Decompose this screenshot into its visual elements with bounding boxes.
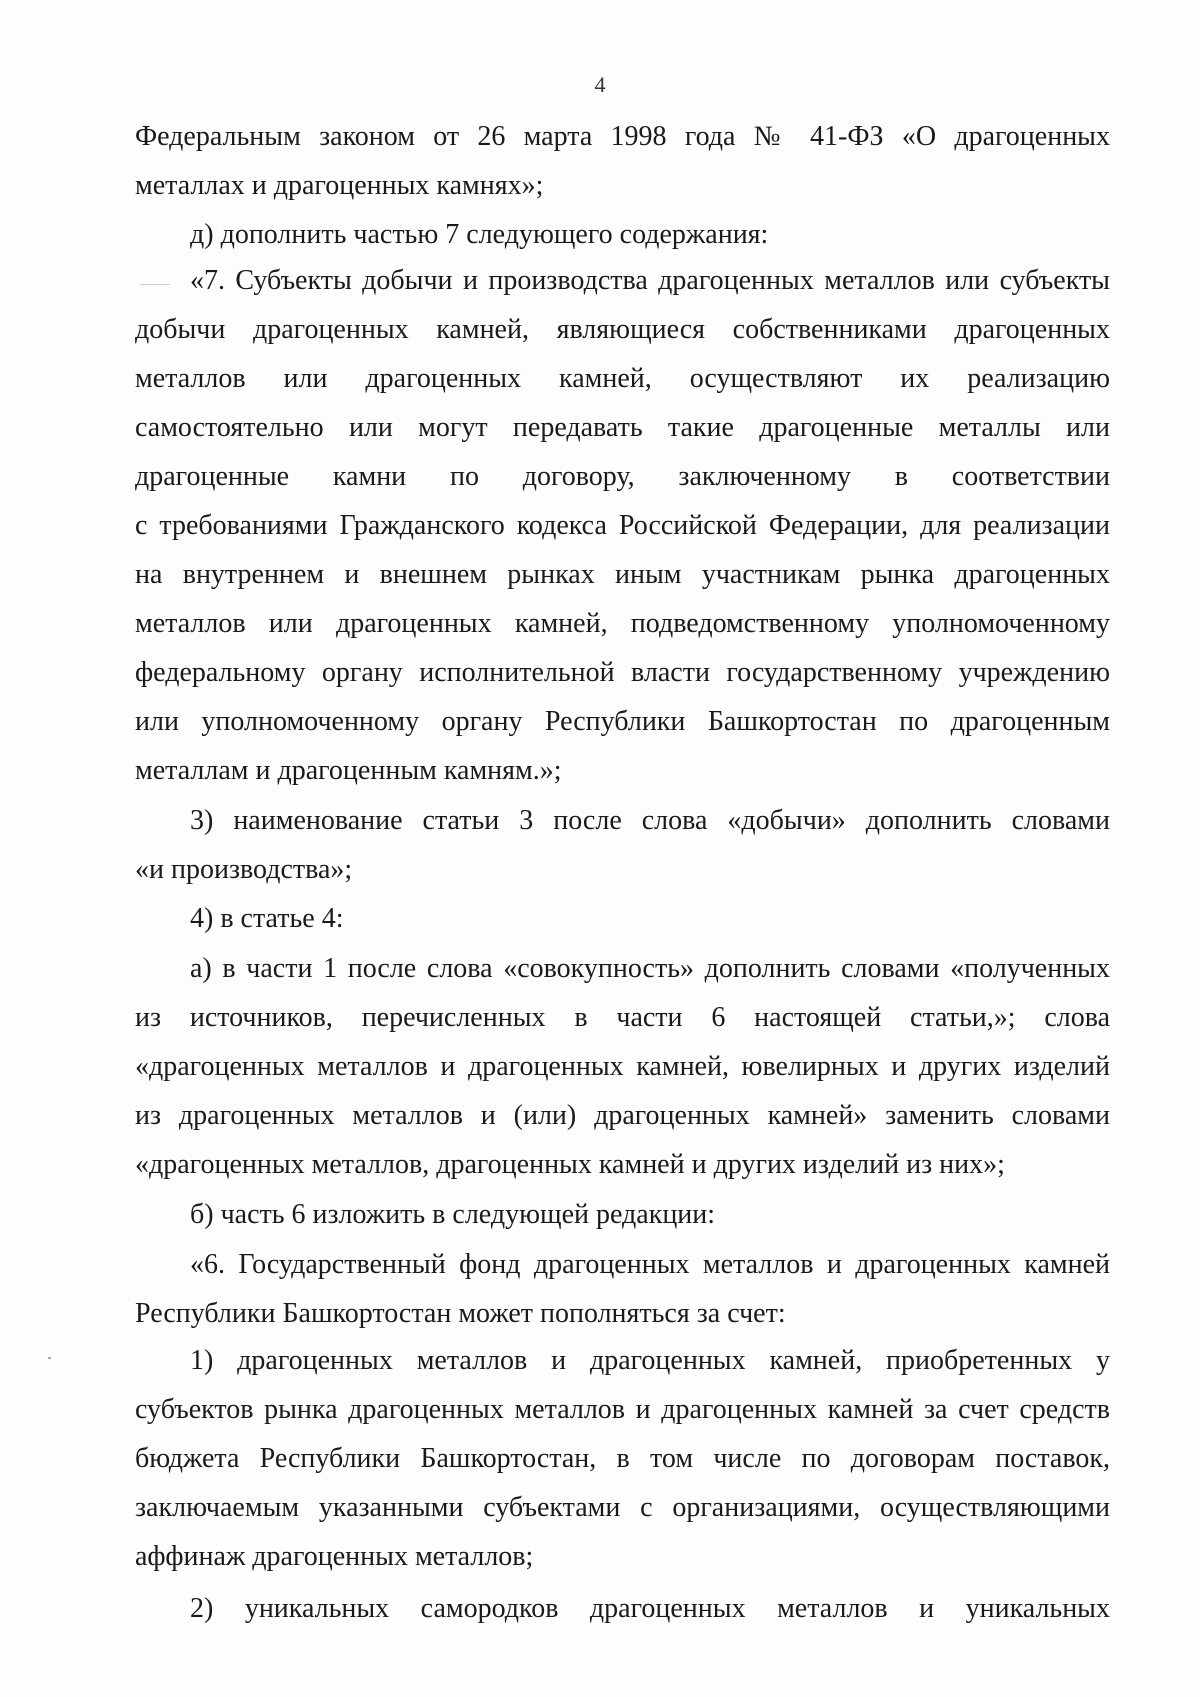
paragraph-5 xyxy=(135,894,1110,943)
text-line: «и производства»; xyxy=(135,854,353,885)
text-line: Федеральным законом от 26 марта 1998 года № 41-ФЗ «О драгоценных xyxy=(135,121,1110,152)
text-line: из драгоценных металлов и (или) драгоценных камней» заменить словами xyxy=(135,1100,1110,1131)
page-number: 4 xyxy=(594,72,606,97)
paragraph-1 xyxy=(135,112,1110,210)
paragraph-7 xyxy=(135,1190,1110,1239)
paragraph-8 xyxy=(135,1240,1110,1338)
text-line: или уполномоченному органу Республики Башкортостан по драгоценным xyxy=(135,706,1110,737)
text-line: д) дополнить частью 7 следующего содержания: xyxy=(190,219,769,250)
text-line: «7. Субъекты добычи и производства драгоценных металлов или субъекты xyxy=(190,265,1110,296)
text-line: а) в части 1 после слова «совокупность» дополнить словами «полученных xyxy=(190,953,1110,984)
text-line: драгоценные камни по договору, заключенному в соответствии xyxy=(135,461,1110,492)
text-line: самостоятельно или могут передавать такие драгоценные металлы или xyxy=(135,412,1110,443)
text-line: металлам и драгоценным камням.»; xyxy=(135,755,562,786)
text-line: на внутреннем и внешнем рынках иным участникам рынка драгоценных xyxy=(135,559,1110,590)
paragraph-4 xyxy=(135,796,1110,894)
text-line: 2) уникальных самородков драгоценных металлов и уникальных xyxy=(190,1593,1110,1624)
scan-speck xyxy=(140,284,170,285)
text-line: «6. Государственный фонд драгоценных металлов и драгоценных камней xyxy=(190,1249,1110,1280)
paragraph-6 xyxy=(135,944,1110,1189)
text-line: заключаемым указанными субъектами с организациями, осуществляющими xyxy=(135,1492,1110,1523)
text-line: Республики Башкортостан может пополняться за счет: xyxy=(135,1298,786,1329)
text-line: федеральному органу исполнительной власти государственному учреждению xyxy=(135,657,1110,688)
paragraph-2 xyxy=(135,210,1110,259)
text-line: металлов или драгоценных камней, подведомственному уполномоченному xyxy=(135,608,1110,639)
text-line: аффинаж драгоценных металлов; xyxy=(135,1541,534,1572)
text-line: 4) в статье 4: xyxy=(190,903,344,934)
text-line: с требованиями Гражданского кодекса Российской Федерации, для реализации xyxy=(135,510,1110,541)
text-line: добычи драгоценных камней, являющиеся собственниками драгоценных xyxy=(135,314,1110,345)
text-line: «драгоценных металлов и драгоценных камней, ювелирных и других изделий xyxy=(135,1051,1110,1082)
text-line: «драгоценных металлов, драгоценных камней и других изделий из них»; xyxy=(135,1149,1005,1180)
text-line: 1) драгоценных металлов и драгоценных камней, приобретенных у xyxy=(190,1345,1110,1376)
paragraph-9 xyxy=(135,1336,1110,1581)
paragraph-3 xyxy=(135,256,1110,795)
text-line: бюджета Республики Башкортостан, в том числе по договорам поставок, xyxy=(135,1443,1110,1474)
text-line: б) часть 6 изложить в следующей редакции: xyxy=(190,1199,716,1230)
text-line: из источников, перечисленных в части 6 настоящей статьи,»; слова xyxy=(135,1002,1110,1033)
text-line: металлов или драгоценных камней, осуществляют их реализацию xyxy=(135,363,1110,394)
text-line: 3) наименование статьи 3 после слова «добычи» дополнить словами xyxy=(190,805,1110,836)
text-line: металлах и драгоценных камнях»; xyxy=(135,170,544,201)
text-line: субъектов рынка драгоценных металлов и драгоценных камней за счет средств xyxy=(135,1394,1110,1425)
paragraph-10 xyxy=(135,1584,1110,1633)
scan-speck xyxy=(48,1357,51,1359)
